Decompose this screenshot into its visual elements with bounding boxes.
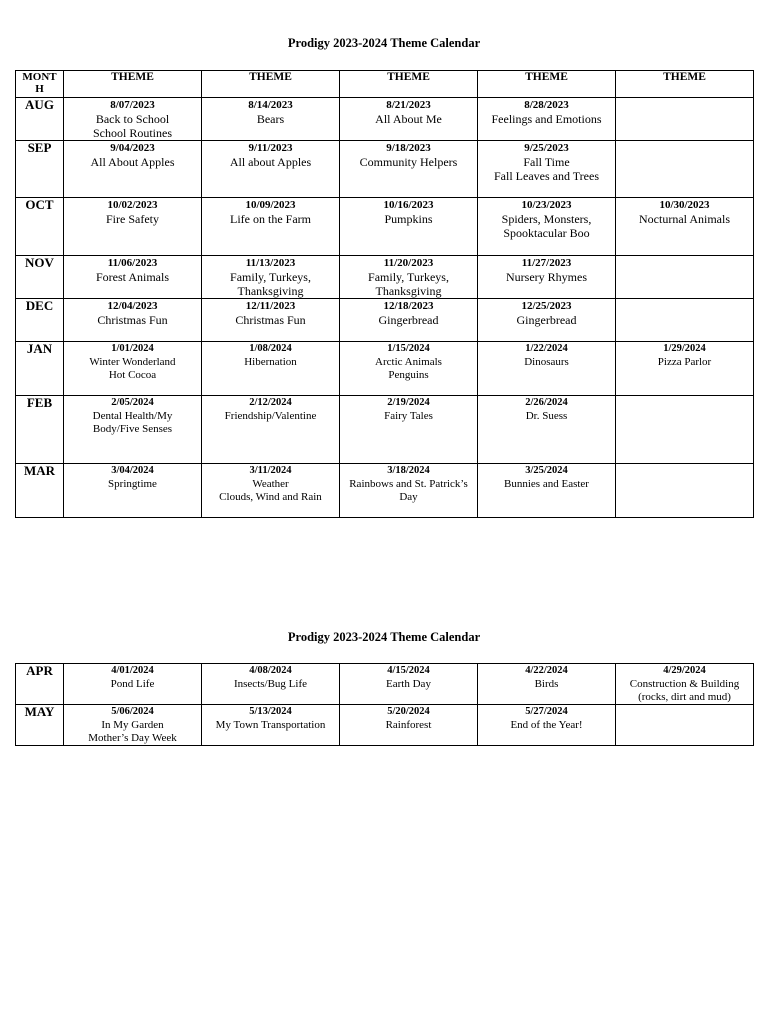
week-date: 9/25/2023 bbox=[524, 142, 569, 154]
week-theme: Birds bbox=[534, 677, 559, 690]
column-header-theme: THEME bbox=[478, 71, 616, 98]
week-cell bbox=[478, 396, 616, 464]
week-cell bbox=[202, 396, 340, 464]
week-cell bbox=[616, 342, 754, 396]
week-cell bbox=[478, 198, 616, 256]
week-date: 12/18/2023 bbox=[383, 300, 434, 312]
week-cell bbox=[64, 256, 202, 299]
week-date: 11/13/2023 bbox=[245, 257, 296, 269]
week-cell bbox=[64, 664, 202, 705]
week-date: 2/26/2024 bbox=[525, 397, 568, 408]
month-label: APR bbox=[16, 664, 64, 705]
week-theme: Weather Clouds, Wind and Rain bbox=[219, 477, 322, 503]
week-date: 9/04/2023 bbox=[110, 142, 155, 154]
week-cell bbox=[64, 705, 202, 746]
week-date: 9/11/2023 bbox=[248, 142, 293, 154]
week-theme: Springtime bbox=[108, 477, 157, 490]
week-theme: Rainforest bbox=[385, 718, 432, 731]
month-row-aug bbox=[16, 98, 754, 141]
week-date: 4/22/2024 bbox=[525, 665, 568, 676]
week-date: 12/25/2023 bbox=[521, 300, 572, 312]
week-theme: In My Garden Mother’s Day Week bbox=[88, 718, 177, 744]
week-cell bbox=[340, 464, 478, 518]
week-cell bbox=[340, 705, 478, 746]
month-row-sep bbox=[16, 141, 754, 198]
week-cell bbox=[616, 299, 754, 342]
week-date: 10/23/2023 bbox=[521, 199, 572, 211]
theme-calendar-table-continued bbox=[15, 663, 754, 746]
week-date: 4/29/2024 bbox=[663, 665, 706, 676]
week-cell bbox=[340, 664, 478, 705]
week-theme: My Town Transportation bbox=[215, 718, 326, 731]
week-cell bbox=[616, 464, 754, 518]
week-cell bbox=[340, 299, 478, 342]
week-cell bbox=[64, 464, 202, 518]
week-cell bbox=[64, 342, 202, 396]
week-theme: Christmas Fun bbox=[97, 313, 168, 327]
week-theme: Back to School School Routines bbox=[92, 112, 172, 140]
week-cell bbox=[478, 342, 616, 396]
week-theme: Nocturnal Animals bbox=[639, 212, 730, 226]
week-cell bbox=[202, 342, 340, 396]
week-cell bbox=[478, 705, 616, 746]
week-date: 1/01/2024 bbox=[111, 343, 154, 354]
week-cell bbox=[616, 256, 754, 299]
week-date: 10/09/2023 bbox=[245, 199, 296, 211]
week-date: 2/12/2024 bbox=[249, 397, 292, 408]
week-cell bbox=[478, 664, 616, 705]
week-theme: Insects/Bug Life bbox=[233, 677, 307, 690]
week-theme: Nursery Rhymes bbox=[506, 270, 587, 284]
week-date: 2/05/2024 bbox=[111, 397, 154, 408]
week-theme: Hibernation bbox=[244, 355, 297, 368]
week-cell bbox=[202, 141, 340, 198]
week-cell bbox=[478, 141, 616, 198]
month-label: AUG bbox=[16, 98, 64, 141]
week-theme: Pond Life bbox=[110, 677, 155, 690]
week-theme: Arctic Animals Penguins bbox=[375, 355, 442, 381]
week-date: 9/18/2023 bbox=[386, 142, 431, 154]
month-label: DEC bbox=[16, 299, 64, 342]
week-cell bbox=[202, 256, 340, 299]
column-header-theme: THEME bbox=[202, 71, 340, 98]
week-cell bbox=[64, 396, 202, 464]
week-cell bbox=[64, 141, 202, 198]
week-date: 8/07/2023 bbox=[110, 99, 155, 111]
week-theme: All About Me bbox=[375, 112, 442, 126]
theme-calendar-table bbox=[15, 70, 754, 518]
week-date: 5/27/2024 bbox=[525, 706, 568, 717]
week-date: 1/22/2024 bbox=[525, 343, 568, 354]
week-date: 12/11/2023 bbox=[245, 300, 296, 312]
week-theme: Family, Turkeys, Thanksgiving bbox=[230, 270, 311, 298]
week-date: 11/06/2023 bbox=[107, 257, 158, 269]
page-title: Prodigy 2023-2024 Theme Calendar bbox=[287, 36, 481, 50]
week-theme: All about Apples bbox=[229, 155, 312, 169]
week-date: 5/06/2024 bbox=[111, 706, 154, 717]
month-row-may bbox=[16, 705, 754, 746]
week-cell bbox=[478, 299, 616, 342]
week-date: 12/04/2023 bbox=[107, 300, 158, 312]
week-cell bbox=[64, 98, 202, 141]
month-row-mar bbox=[16, 464, 754, 518]
week-theme: Bears bbox=[256, 112, 285, 126]
week-theme: Dental Health/My Body/Five Senses bbox=[92, 409, 173, 435]
week-theme: Fairy Tales bbox=[384, 409, 433, 422]
week-cell bbox=[616, 198, 754, 256]
week-theme: Christmas Fun bbox=[235, 313, 306, 327]
week-date: 4/15/2024 bbox=[387, 665, 430, 676]
column-header-theme: THEME bbox=[616, 71, 754, 98]
week-date: 2/19/2024 bbox=[387, 397, 430, 408]
week-date: 5/13/2024 bbox=[249, 706, 292, 717]
month-label: NOV bbox=[16, 256, 64, 299]
week-cell bbox=[340, 141, 478, 198]
week-theme: Gingerbread bbox=[516, 313, 577, 327]
month-row-dec bbox=[16, 299, 754, 342]
week-cell bbox=[64, 299, 202, 342]
week-cell bbox=[616, 141, 754, 198]
week-theme: End of the Year! bbox=[510, 718, 583, 731]
page-title-repeat: Prodigy 2023-2024 Theme Calendar bbox=[287, 630, 481, 644]
column-header-theme: THEME bbox=[64, 71, 202, 98]
week-date: 3/04/2024 bbox=[111, 465, 154, 476]
week-date: 11/27/2023 bbox=[521, 257, 572, 269]
week-date: 1/08/2024 bbox=[249, 343, 292, 354]
week-cell bbox=[202, 705, 340, 746]
week-cell bbox=[340, 256, 478, 299]
week-cell bbox=[478, 98, 616, 141]
month-label: MAR bbox=[16, 464, 64, 518]
week-theme: Pumpkins bbox=[384, 212, 433, 226]
week-date: 5/20/2024 bbox=[387, 706, 430, 717]
week-theme: All About Apples bbox=[90, 155, 175, 169]
month-label: JAN bbox=[16, 342, 64, 396]
week-theme: Life on the Farm bbox=[230, 212, 311, 226]
week-theme: Winter Wonderland Hot Cocoa bbox=[89, 355, 176, 381]
week-theme: Fall Time Fall Leaves and Trees bbox=[494, 155, 599, 183]
week-cell bbox=[340, 98, 478, 141]
week-theme: Family, Turkeys, Thanksgiving bbox=[368, 270, 449, 298]
week-cell bbox=[202, 198, 340, 256]
week-cell bbox=[340, 198, 478, 256]
week-date: 8/21/2023 bbox=[386, 99, 431, 111]
month-label: SEP bbox=[16, 141, 64, 198]
week-cell bbox=[340, 396, 478, 464]
week-date: 11/20/2023 bbox=[383, 257, 434, 269]
week-date: 1/29/2024 bbox=[663, 343, 706, 354]
month-row-nov bbox=[16, 256, 754, 299]
week-theme: Friendship/Valentine bbox=[224, 409, 317, 422]
month-label: FEB bbox=[16, 396, 64, 464]
week-date: 10/16/2023 bbox=[383, 199, 434, 211]
week-date: 8/28/2023 bbox=[524, 99, 569, 111]
week-theme: Forest Animals bbox=[95, 270, 169, 284]
week-date: 1/15/2024 bbox=[387, 343, 430, 354]
week-cell bbox=[616, 396, 754, 464]
month-label: MAY bbox=[16, 705, 64, 746]
week-cell bbox=[202, 664, 340, 705]
week-theme: Fire Safety bbox=[106, 212, 159, 226]
month-row-apr bbox=[16, 664, 754, 705]
week-theme: Community Helpers bbox=[359, 155, 458, 169]
week-date: 4/08/2024 bbox=[249, 665, 292, 676]
week-cell bbox=[202, 98, 340, 141]
week-theme: Rainbows and St. Patrick’s Day bbox=[349, 477, 468, 503]
column-header-month: MONT H bbox=[16, 71, 64, 98]
week-theme: Gingerbread bbox=[378, 313, 439, 327]
week-theme: Spiders, Monsters, Spooktacular Boo bbox=[501, 212, 592, 240]
week-date: 3/18/2024 bbox=[387, 465, 430, 476]
month-row-jan bbox=[16, 342, 754, 396]
week-theme: Pizza Parlor bbox=[657, 355, 712, 368]
week-date: 3/25/2024 bbox=[525, 465, 568, 476]
month-row-feb bbox=[16, 396, 754, 464]
week-date: 3/11/2024 bbox=[249, 465, 292, 476]
month-label: OCT bbox=[16, 198, 64, 256]
week-theme: Earth Day bbox=[386, 677, 431, 690]
week-theme: Dr. Suess bbox=[525, 409, 568, 422]
week-cell bbox=[202, 464, 340, 518]
week-date: 8/14/2023 bbox=[248, 99, 293, 111]
week-cell bbox=[340, 342, 478, 396]
week-cell bbox=[202, 299, 340, 342]
column-header-theme: THEME bbox=[340, 71, 478, 98]
header-row bbox=[16, 71, 754, 98]
week-date: 10/02/2023 bbox=[107, 199, 158, 211]
week-date: 10/30/2023 bbox=[659, 199, 710, 211]
week-theme: Dinosaurs bbox=[524, 355, 569, 368]
week-theme: Construction & Building (rocks, dirt and mud) bbox=[629, 677, 740, 703]
week-cell bbox=[64, 198, 202, 256]
week-cell bbox=[478, 256, 616, 299]
week-date: 4/01/2024 bbox=[111, 665, 154, 676]
week-cell bbox=[616, 664, 754, 705]
month-row-oct bbox=[16, 198, 754, 256]
week-theme: Bunnies and Easter bbox=[504, 477, 589, 490]
week-cell bbox=[616, 98, 754, 141]
week-cell bbox=[478, 464, 616, 518]
week-theme: Feelings and Emotions bbox=[491, 112, 602, 126]
week-cell bbox=[616, 705, 754, 746]
